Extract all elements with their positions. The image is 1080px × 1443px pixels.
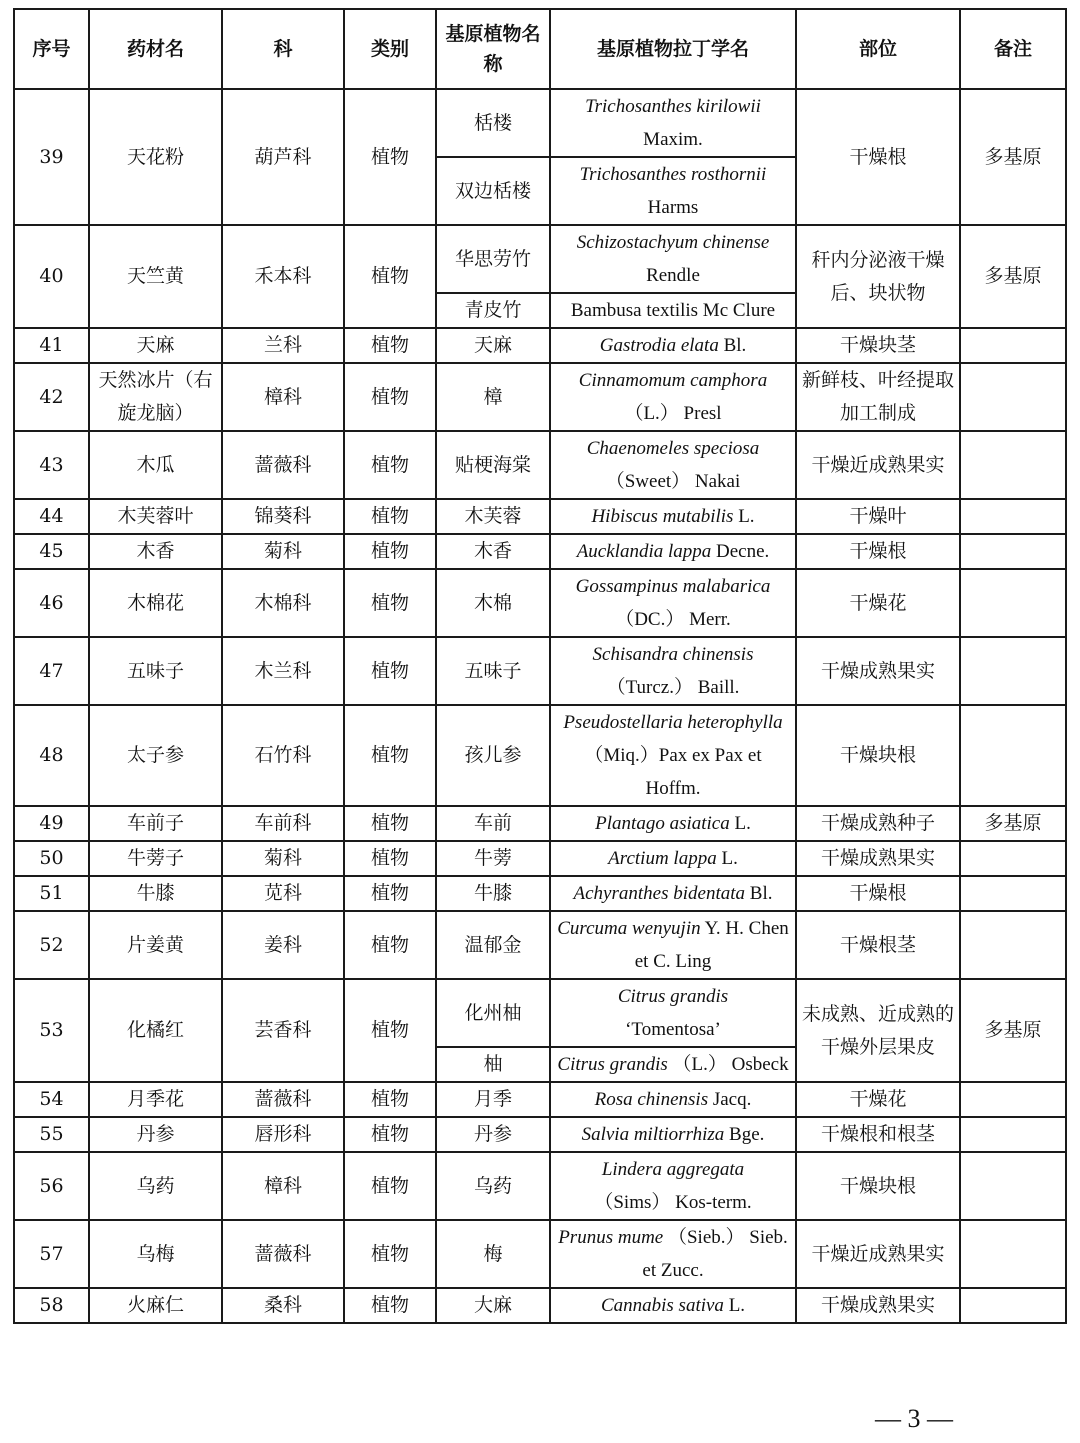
table-body bbox=[14, 89, 1066, 1323]
cell-part: 未成熟、近成熟的干燥外层果皮 bbox=[796, 979, 960, 1082]
latin-authority: （L.） Presl bbox=[624, 403, 722, 424]
cell-category: 植物 bbox=[344, 637, 436, 705]
cell-source-plant: 天麻 bbox=[436, 328, 550, 363]
latin-authority: Bambusa textilis Mc Clure bbox=[570, 300, 776, 321]
cell-family: 姜科 bbox=[222, 911, 344, 979]
cell-herb-name: 五味子 bbox=[89, 637, 222, 705]
latin-genus-species: Schizostachyum chinense bbox=[576, 232, 770, 253]
table-row bbox=[14, 637, 1066, 705]
cell-source-plant: 木香 bbox=[436, 534, 550, 569]
cell-note bbox=[960, 1152, 1066, 1220]
latin-genus-species: Cinnamomum camphora bbox=[578, 370, 768, 391]
latin-genus-species: Lindera aggregata bbox=[601, 1159, 745, 1180]
cell-note: 多基原 bbox=[960, 806, 1066, 841]
cell-part: 干燥块根 bbox=[796, 705, 960, 806]
cell-latin-name bbox=[550, 1082, 796, 1117]
cell-herb-name: 片姜黄 bbox=[89, 911, 222, 979]
cell-latin-name bbox=[550, 806, 796, 841]
cell-note: 多基原 bbox=[960, 979, 1066, 1082]
cell-no: 54 bbox=[14, 1082, 89, 1117]
cell-note bbox=[960, 637, 1066, 705]
latin-authority: Harms bbox=[647, 197, 699, 218]
cell-latin-name bbox=[550, 876, 796, 911]
cell-category: 植物 bbox=[344, 876, 436, 911]
cell-part: 干燥成熟果实 bbox=[796, 637, 960, 705]
cell-source-plant: 樟 bbox=[436, 363, 550, 431]
cell-family: 菊科 bbox=[222, 534, 344, 569]
cell-herb-name: 车前子 bbox=[89, 806, 222, 841]
cell-family: 禾本科 bbox=[222, 225, 344, 328]
cell-family: 兰科 bbox=[222, 328, 344, 363]
cell-no: 42 bbox=[14, 363, 89, 431]
cell-part: 秆内分泌液干燥后、块状物 bbox=[796, 225, 960, 328]
cell-source-plant: 丹参 bbox=[436, 1117, 550, 1152]
cell-herb-name: 牛膝 bbox=[89, 876, 222, 911]
table-row bbox=[14, 1152, 1066, 1220]
cell-source-plant: 乌药 bbox=[436, 1152, 550, 1220]
cell-family: 樟科 bbox=[222, 1152, 344, 1220]
table-row bbox=[14, 499, 1066, 534]
cell-category: 植物 bbox=[344, 1117, 436, 1152]
cell-part: 干燥成熟果实 bbox=[796, 1288, 960, 1323]
latin-genus-species: Aucklandia lappa bbox=[576, 541, 712, 562]
cell-latin-name bbox=[550, 363, 796, 431]
col-header-no: 序号 bbox=[14, 9, 89, 89]
cell-part: 新鲜枝、叶经提取加工制成 bbox=[796, 363, 960, 431]
cell-category: 植物 bbox=[344, 705, 436, 806]
cell-latin-name bbox=[550, 431, 796, 499]
cell-latin-name bbox=[550, 1152, 796, 1220]
latin-authority: Jacq. bbox=[712, 1089, 752, 1110]
latin-authority: L. bbox=[721, 848, 738, 869]
cell-no: 45 bbox=[14, 534, 89, 569]
latin-genus-species: Achyranthes bidentata bbox=[573, 883, 746, 904]
latin-genus-species: Curcuma wenyujin bbox=[557, 918, 701, 939]
col-header-note: 备注 bbox=[960, 9, 1066, 89]
latin-authority: Bl. bbox=[723, 335, 747, 356]
cell-note bbox=[960, 363, 1066, 431]
cell-category: 植物 bbox=[344, 1082, 436, 1117]
cell-family: 石竹科 bbox=[222, 705, 344, 806]
col-header-latin-name: 基原植物拉丁学名 bbox=[550, 9, 796, 89]
cell-herb-name: 木棉花 bbox=[89, 569, 222, 637]
cell-source-plant: 梅 bbox=[436, 1220, 550, 1288]
cell-family: 苋科 bbox=[222, 876, 344, 911]
cell-no: 52 bbox=[14, 911, 89, 979]
latin-authority: Bge. bbox=[729, 1124, 765, 1145]
cell-no: 55 bbox=[14, 1117, 89, 1152]
latin-authority: Rendle bbox=[646, 265, 700, 286]
cell-no: 40 bbox=[14, 225, 89, 328]
cell-category: 植物 bbox=[344, 841, 436, 876]
cell-part: 干燥近成熟果实 bbox=[796, 1220, 960, 1288]
cell-part: 干燥根 bbox=[796, 89, 960, 225]
latin-genus-species: Hibiscus mutabilis bbox=[591, 506, 734, 527]
cell-family: 蔷薇科 bbox=[222, 431, 344, 499]
cell-note bbox=[960, 876, 1066, 911]
latin-genus-species: Prunus mume bbox=[558, 1227, 664, 1248]
latin-authority: Decne. bbox=[716, 541, 770, 562]
cell-latin-name bbox=[550, 637, 796, 705]
cell-source-plant: 柚 bbox=[436, 1047, 550, 1082]
cell-note bbox=[960, 499, 1066, 534]
latin-genus-species: Cannabis sativa bbox=[600, 1295, 724, 1316]
cell-latin-name bbox=[550, 1220, 796, 1288]
cell-category: 植物 bbox=[344, 363, 436, 431]
latin-genus-species: Rosa chinensis bbox=[594, 1089, 709, 1110]
cell-family: 蔷薇科 bbox=[222, 1082, 344, 1117]
latin-genus-species: Salvia miltiorrhiza bbox=[581, 1124, 725, 1145]
latin-genus-species: Gastrodia elata bbox=[599, 335, 719, 356]
latin-authority: （L.） Osbeck bbox=[672, 1054, 789, 1075]
cell-part: 干燥成熟种子 bbox=[796, 806, 960, 841]
table-row bbox=[14, 89, 1066, 157]
cell-category: 植物 bbox=[344, 1220, 436, 1288]
latin-authority: Bl. bbox=[749, 883, 773, 904]
cell-note bbox=[960, 431, 1066, 499]
cell-source-plant: 车前 bbox=[436, 806, 550, 841]
cell-category: 植物 bbox=[344, 911, 436, 979]
latin-genus-species: Gossampinus malabarica bbox=[575, 576, 771, 597]
cell-no: 51 bbox=[14, 876, 89, 911]
cell-no: 39 bbox=[14, 89, 89, 225]
cell-latin-name bbox=[550, 1288, 796, 1323]
table-row bbox=[14, 363, 1066, 431]
latin-genus-species: Trichosanthes kirilowii bbox=[585, 96, 761, 117]
latin-genus-species: Trichosanthes rosthornii bbox=[579, 164, 767, 185]
latin-genus-species: Plantago asiatica bbox=[595, 813, 730, 834]
cell-latin-name bbox=[550, 328, 796, 363]
table-row bbox=[14, 1117, 1066, 1152]
cell-family: 樟科 bbox=[222, 363, 344, 431]
latin-authority: （Sims） Kos-term. bbox=[594, 1192, 752, 1213]
cell-note bbox=[960, 1220, 1066, 1288]
cell-part: 干燥成熟果实 bbox=[796, 841, 960, 876]
table-row bbox=[14, 431, 1066, 499]
cell-herb-name: 天麻 bbox=[89, 328, 222, 363]
cell-category: 植物 bbox=[344, 979, 436, 1082]
cell-source-plant: 木棉 bbox=[436, 569, 550, 637]
cell-part: 干燥块根 bbox=[796, 1152, 960, 1220]
cell-category: 植物 bbox=[344, 328, 436, 363]
cell-herb-name: 月季花 bbox=[89, 1082, 222, 1117]
cell-note: 多基原 bbox=[960, 89, 1066, 225]
cell-herb-name: 牛蒡子 bbox=[89, 841, 222, 876]
cell-category: 植物 bbox=[344, 806, 436, 841]
table-row bbox=[14, 876, 1066, 911]
cell-family: 唇形科 bbox=[222, 1117, 344, 1152]
table-row bbox=[14, 569, 1066, 637]
latin-authority: （Sweet） Nakai bbox=[605, 471, 741, 492]
cell-no: 56 bbox=[14, 1152, 89, 1220]
cell-herb-name: 乌梅 bbox=[89, 1220, 222, 1288]
cell-latin-name bbox=[550, 534, 796, 569]
cell-latin-name bbox=[550, 911, 796, 979]
cell-source-plant: 化州柚 bbox=[436, 979, 550, 1047]
col-header-name: 药材名 bbox=[89, 9, 222, 89]
cell-herb-name: 木芙蓉叶 bbox=[89, 499, 222, 534]
cell-family: 葫芦科 bbox=[222, 89, 344, 225]
cell-family: 菊科 bbox=[222, 841, 344, 876]
cell-source-plant: 华思劳竹 bbox=[436, 225, 550, 293]
table-row bbox=[14, 225, 1066, 293]
cell-source-plant: 双边栝楼 bbox=[436, 157, 550, 225]
latin-genus-species: Arctium lappa bbox=[608, 848, 717, 869]
cell-latin-name bbox=[550, 157, 796, 225]
cell-category: 植物 bbox=[344, 1152, 436, 1220]
table-row bbox=[14, 1220, 1066, 1288]
cell-part: 干燥花 bbox=[796, 1082, 960, 1117]
cell-source-plant: 栝楼 bbox=[436, 89, 550, 157]
cell-family: 木兰科 bbox=[222, 637, 344, 705]
latin-authority: （Miq.）Pax ex Pax et Hoffm. bbox=[584, 745, 762, 799]
cell-part: 干燥根茎 bbox=[796, 911, 960, 979]
cell-note bbox=[960, 1288, 1066, 1323]
table-row bbox=[14, 841, 1066, 876]
cell-category: 植物 bbox=[344, 431, 436, 499]
table-row bbox=[14, 1082, 1066, 1117]
cell-category: 植物 bbox=[344, 89, 436, 225]
cell-herb-name: 乌药 bbox=[89, 1152, 222, 1220]
cell-family: 芸香科 bbox=[222, 979, 344, 1082]
table-row bbox=[14, 911, 1066, 979]
cell-latin-name bbox=[550, 225, 796, 293]
cell-herb-name: 太子参 bbox=[89, 705, 222, 806]
cell-source-plant: 孩儿参 bbox=[436, 705, 550, 806]
cell-part: 干燥根和根茎 bbox=[796, 1117, 960, 1152]
col-header-part: 部位 bbox=[796, 9, 960, 89]
cell-family: 桑科 bbox=[222, 1288, 344, 1323]
table-row bbox=[14, 534, 1066, 569]
cell-family: 锦葵科 bbox=[222, 499, 344, 534]
cell-herb-name: 天花粉 bbox=[89, 89, 222, 225]
cell-no: 43 bbox=[14, 431, 89, 499]
cell-source-plant: 月季 bbox=[436, 1082, 550, 1117]
latin-authority: L. bbox=[738, 506, 755, 527]
cell-no: 41 bbox=[14, 328, 89, 363]
cell-source-plant: 大麻 bbox=[436, 1288, 550, 1323]
latin-authority: （Turcz.） Baill. bbox=[606, 677, 740, 698]
cell-latin-name bbox=[550, 499, 796, 534]
cell-note bbox=[960, 911, 1066, 979]
latin-authority: L. bbox=[728, 1295, 746, 1316]
cell-part: 干燥块茎 bbox=[796, 328, 960, 363]
table-row bbox=[14, 705, 1066, 806]
cell-family: 车前科 bbox=[222, 806, 344, 841]
latin-genus-species: Chaenomeles speciosa bbox=[586, 438, 760, 459]
latin-authority: Y. H. Chen et C. Ling bbox=[634, 918, 789, 972]
cell-family: 蔷薇科 bbox=[222, 1220, 344, 1288]
cell-note bbox=[960, 1117, 1066, 1152]
cell-note: 多基原 bbox=[960, 225, 1066, 328]
herb-table bbox=[13, 8, 1067, 1324]
cell-source-plant: 牛蒡 bbox=[436, 841, 550, 876]
cell-note bbox=[960, 534, 1066, 569]
cell-herb-name: 天然冰片（右旋龙脑） bbox=[89, 363, 222, 431]
cell-source-plant: 五味子 bbox=[436, 637, 550, 705]
cell-herb-name: 化橘红 bbox=[89, 979, 222, 1082]
cell-note bbox=[960, 1082, 1066, 1117]
cell-latin-name bbox=[550, 569, 796, 637]
page-number: — 3 — bbox=[875, 1404, 953, 1433]
latin-genus-species: Citrus grandis bbox=[617, 986, 729, 1007]
cell-part: 干燥花 bbox=[796, 569, 960, 637]
cell-herb-name: 丹参 bbox=[89, 1117, 222, 1152]
latin-genus-species: Pseudostellaria heterophylla bbox=[563, 712, 783, 733]
cell-herb-name: 木香 bbox=[89, 534, 222, 569]
cell-herb-name: 木瓜 bbox=[89, 431, 222, 499]
cell-no: 53 bbox=[14, 979, 89, 1082]
cell-latin-name bbox=[550, 1047, 796, 1082]
cell-part: 干燥叶 bbox=[796, 499, 960, 534]
col-header-category: 类别 bbox=[344, 9, 436, 89]
cell-no: 46 bbox=[14, 569, 89, 637]
cell-latin-name bbox=[550, 841, 796, 876]
cell-part: 干燥近成熟果实 bbox=[796, 431, 960, 499]
latin-authority: ‘Tomentosa’ bbox=[625, 1019, 721, 1040]
table-row bbox=[14, 806, 1066, 841]
cell-note bbox=[960, 328, 1066, 363]
cell-herb-name: 火麻仁 bbox=[89, 1288, 222, 1323]
cell-source-plant: 青皮竹 bbox=[436, 293, 550, 328]
cell-category: 植物 bbox=[344, 499, 436, 534]
latin-genus-species: Schisandra chinensis bbox=[592, 644, 754, 665]
cell-no: 44 bbox=[14, 499, 89, 534]
cell-source-plant: 木芙蓉 bbox=[436, 499, 550, 534]
cell-latin-name bbox=[550, 1117, 796, 1152]
table-header-row bbox=[14, 9, 1066, 89]
col-header-family: 科 bbox=[222, 9, 344, 89]
cell-part: 干燥根 bbox=[796, 534, 960, 569]
cell-no: 50 bbox=[14, 841, 89, 876]
cell-category: 植物 bbox=[344, 534, 436, 569]
cell-source-plant: 贴梗海棠 bbox=[436, 431, 550, 499]
cell-note bbox=[960, 841, 1066, 876]
col-header-source-plant: 基原植物名称 bbox=[436, 9, 550, 89]
latin-authority: （DC.） Merr. bbox=[615, 609, 731, 630]
cell-no: 58 bbox=[14, 1288, 89, 1323]
cell-category: 植物 bbox=[344, 225, 436, 328]
cell-no: 47 bbox=[14, 637, 89, 705]
cell-no: 49 bbox=[14, 806, 89, 841]
cell-category: 植物 bbox=[344, 1288, 436, 1323]
cell-herb-name: 天竺黄 bbox=[89, 225, 222, 328]
latin-authority: Maxim. bbox=[643, 129, 703, 150]
cell-note bbox=[960, 705, 1066, 806]
latin-authority: L. bbox=[734, 813, 751, 834]
cell-latin-name bbox=[550, 293, 796, 328]
cell-part: 干燥根 bbox=[796, 876, 960, 911]
latin-genus-species: Citrus grandis bbox=[557, 1054, 668, 1075]
cell-no: 57 bbox=[14, 1220, 89, 1288]
latin-authority: （Sieb.） Sieb. et Zucc. bbox=[642, 1227, 788, 1281]
table-row bbox=[14, 328, 1066, 363]
cell-family: 木棉科 bbox=[222, 569, 344, 637]
cell-category: 植物 bbox=[344, 569, 436, 637]
table-row bbox=[14, 979, 1066, 1047]
cell-source-plant: 温郁金 bbox=[436, 911, 550, 979]
cell-latin-name bbox=[550, 705, 796, 806]
cell-source-plant: 牛膝 bbox=[436, 876, 550, 911]
cell-latin-name bbox=[550, 979, 796, 1047]
cell-latin-name bbox=[550, 89, 796, 157]
table-row bbox=[14, 1288, 1066, 1323]
cell-no: 48 bbox=[14, 705, 89, 806]
cell-note bbox=[960, 569, 1066, 637]
